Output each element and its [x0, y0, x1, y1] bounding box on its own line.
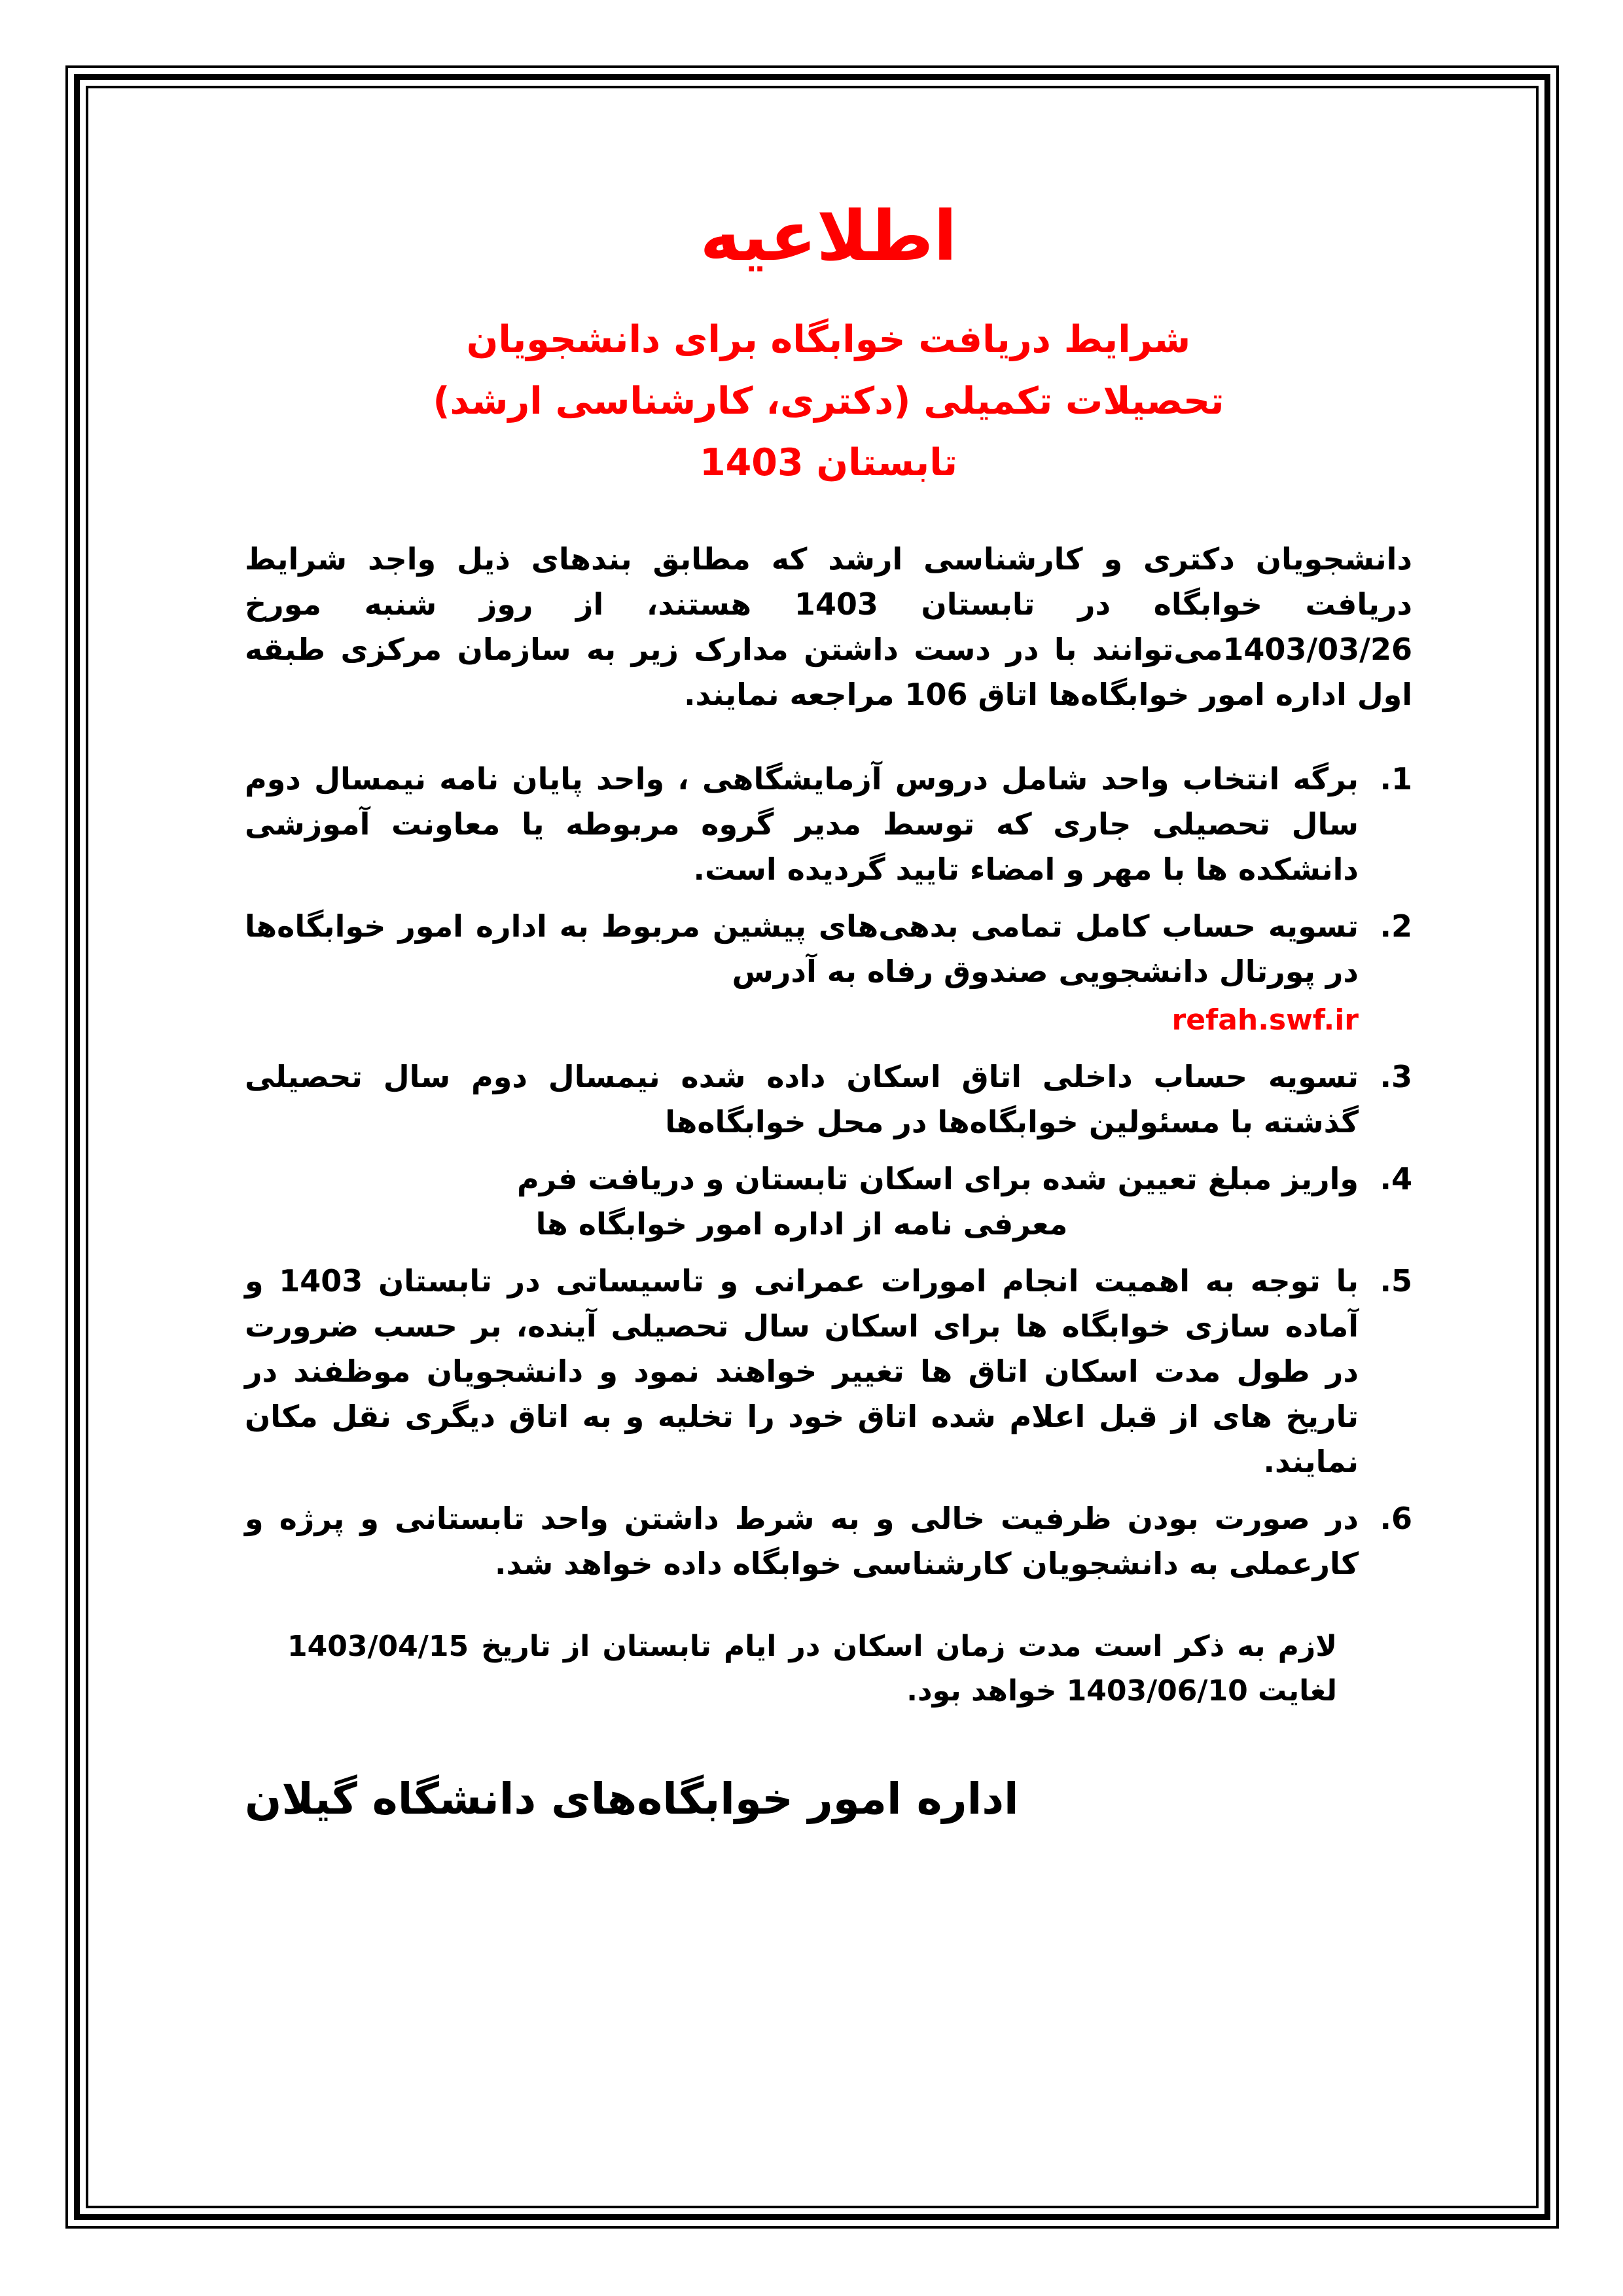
item-text: تسویه حساب کامل تمامی بدهی‌های پیشین مربوط به اداره امور خوابگاه‌ها در پورتال دانشجویی صندوق رفاه به آدرس — [245, 908, 1359, 989]
intro-paragraph: دانشجویان دکتری و کارشناسی ارشد که مطابق بندهای ذیل واجد شرایط دریافت خوابگاه در تابستان 1403 هستند، از روز شنبه مورخ 1403/03/26می‌توانند با در دست داشتن مدارک زیر به سازمان مرکزی طبقه اول اداره امور خوابگاه‌ها اتاق 106 مراجعه نمایند. — [245, 541, 1412, 712]
item-text: در صورت بودن ظرفیت خالی و به شرط داشتن واحد تابستانی و پرژه و کارعملی به دانشجویان کارشناسی خوابگاه داده خواهد شد. — [245, 1501, 1359, 1581]
conditions-list — [245, 757, 1412, 1587]
footer-signature: اداره امور خوابگاه‌های دانشگاه گیلان — [245, 1774, 1019, 1824]
document-content — [245, 195, 1412, 1824]
page-subtitle — [245, 309, 1412, 493]
portal-url-line — [245, 997, 1359, 1043]
refah-portal-link[interactable]: refah.swf.ir — [1171, 1003, 1359, 1037]
duration-note: لازم به ذکر است مدت زمان اسکان در ایام تابستان از تاریخ 1403/04/15 لغایت 1403/06/10 خواهد بود. — [287, 1630, 1337, 1708]
item-number: 1. — [1380, 761, 1412, 797]
item-text: برگه انتخاب واحد شامل دروس آزمایشگاهی ، واحد پایان نامه نیمسال دوم سال تحصیلی جاری که توسط مدیر گروه مربوطه یا معاونت آموزشی دانشکده ها با مهر و امضاء تایید گردیده است. — [245, 761, 1359, 887]
list-item-1 — [245, 757, 1412, 892]
item-number: 4. — [1380, 1161, 1412, 1196]
item-number: 6. — [1380, 1501, 1412, 1536]
list-item-5 — [245, 1259, 1412, 1484]
item-text-continuation: معرفی نامه از اداره امور خوابگاه ها — [535, 1206, 1068, 1242]
subtitle-line-1: شرایط دریافت خوابگاه برای دانشجویان — [466, 318, 1191, 361]
subtitle-line-2: تحصیلات تکمیلی (دکتری، کارشناسی ارشد) — [433, 380, 1224, 423]
item-number: 5. — [1380, 1263, 1412, 1299]
item-text: با توجه به اهمیت انجام امورات عمرانی و تاسیساتی در تابستان 1403 و آماده سازی خوابگاه ها برای اسکان سال تحصیلی آینده، بر حسب ضرورت در طول مدت اسکان اتاق ها تغییر خواهند نمود و دانشجویان موظفند در تاریخ های از قبل اعلام شده اتاق خود را تخلیه و به اتاق دیگری نقل مکان نمایند. — [245, 1263, 1359, 1479]
item-text: واریز مبلغ تعیین شده برای اسکان تابستان و دریافت فرم — [516, 1161, 1359, 1196]
list-item-6 — [245, 1496, 1412, 1587]
item-text: تسویه حساب داخلی اتاق اسکان داده شده نیمسال دوم سال تحصیلی گذشته با مسئولین خوابگاه‌ها در محل خوابگاه‌ها — [245, 1059, 1359, 1139]
subtitle-line-3: تابستان 1403 — [699, 441, 958, 484]
list-item-2 — [245, 904, 1412, 1043]
list-item-3 — [245, 1054, 1412, 1145]
list-item-4 — [245, 1157, 1412, 1247]
item-number: 2. — [1380, 908, 1412, 944]
page-title: اطلاعیه — [700, 196, 957, 276]
item-number: 3. — [1380, 1059, 1412, 1094]
